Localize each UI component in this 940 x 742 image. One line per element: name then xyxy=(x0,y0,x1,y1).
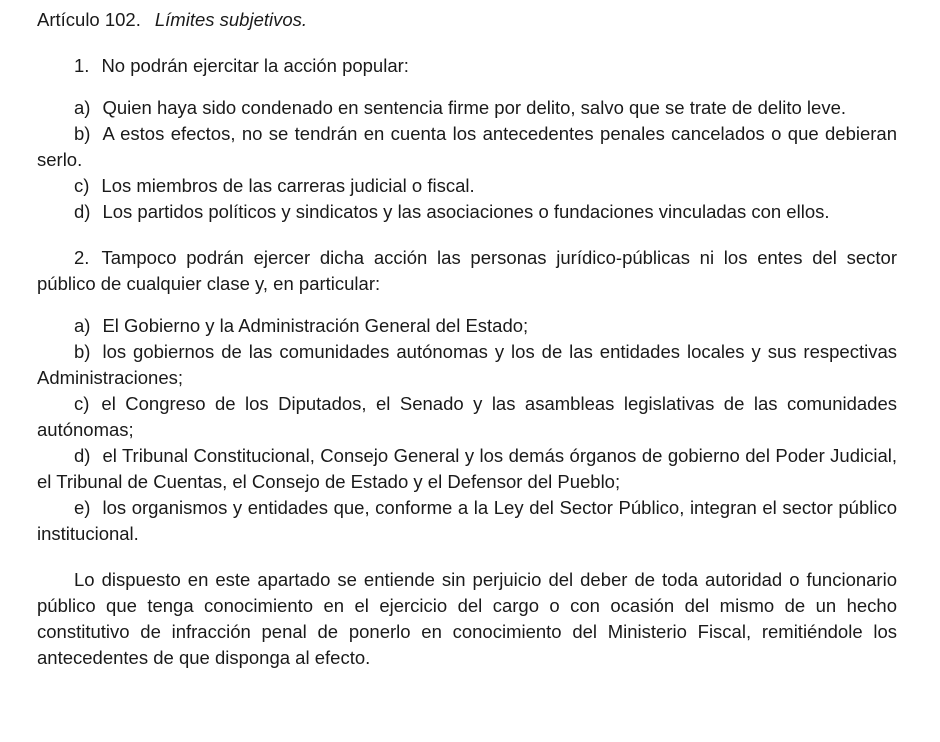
section-2-item-e: e) los organismos y entidades que, conforme a la Ley del Sector Público, integran el sector público institucional. xyxy=(37,497,897,544)
article-heading: Límites subjetivos. xyxy=(154,9,308,30)
section-1-item-d: d) Los partidos políticos y sindicatos y las asociaciones o fundaciones vinculadas con ellos. xyxy=(74,201,830,222)
section-1-item-c: c) Los miembros de las carreras judicial o fiscal. xyxy=(74,175,475,196)
section-1-item-b: b) A estos efectos, no se tendrán en cuenta los antecedentes penales cancelados o que debieran serlo. xyxy=(37,123,897,170)
section-1-item-a: a) Quien haya sido condenado en sentencia firme por delito, salvo que se trate de delito leve. xyxy=(74,97,847,118)
section-1-text: No podrán ejercitar la acción popular: xyxy=(101,55,409,76)
section-2-item-d: d) el Tribunal Constitucional, Consejo General y los demás órganos de gobierno del Poder Judicial, el Tribunal de Cuentas, el Consejo de Estado y el Defensor del Pueblo; xyxy=(37,445,897,492)
article-title xyxy=(37,7,897,33)
section-2-item-c: c) el Congreso de los Diputados, el Senado y las asambleas legislativas de las comunidades autónomas; xyxy=(37,393,897,440)
section-1-intro xyxy=(37,53,897,79)
section-2-intro xyxy=(37,245,897,297)
section-2-item-a: a) El Gobierno y la Administración General del Estado; xyxy=(74,315,529,336)
legal-document xyxy=(37,7,897,671)
section-2-label: 2. xyxy=(74,247,90,268)
section-1-label: 1. xyxy=(74,55,90,76)
section-2-closing-paragraph: Lo dispuesto en este apartado se entiende sin perjuicio del deber de toda autoridad o funcionario público que tenga conocimiento en el ejercicio del cargo o con ocasión del mismo de un hecho constitutivo de infracción penal de ponerlo en conocimiento del Ministerio Fiscal, remitiéndole los antecedentes de que disponga al efecto. xyxy=(37,569,897,668)
section-2-item-b: b) los gobiernos de las comunidades autónomas y los de las entidades locales y sus respectivas Administraciones; xyxy=(37,341,897,388)
section-2-text: Tampoco podrán ejercer dicha acción las personas jurídico-públicas ni los entes del sector público de cualquier clase y, en particular: xyxy=(37,247,897,294)
article-number: Artículo 102. xyxy=(37,9,141,30)
